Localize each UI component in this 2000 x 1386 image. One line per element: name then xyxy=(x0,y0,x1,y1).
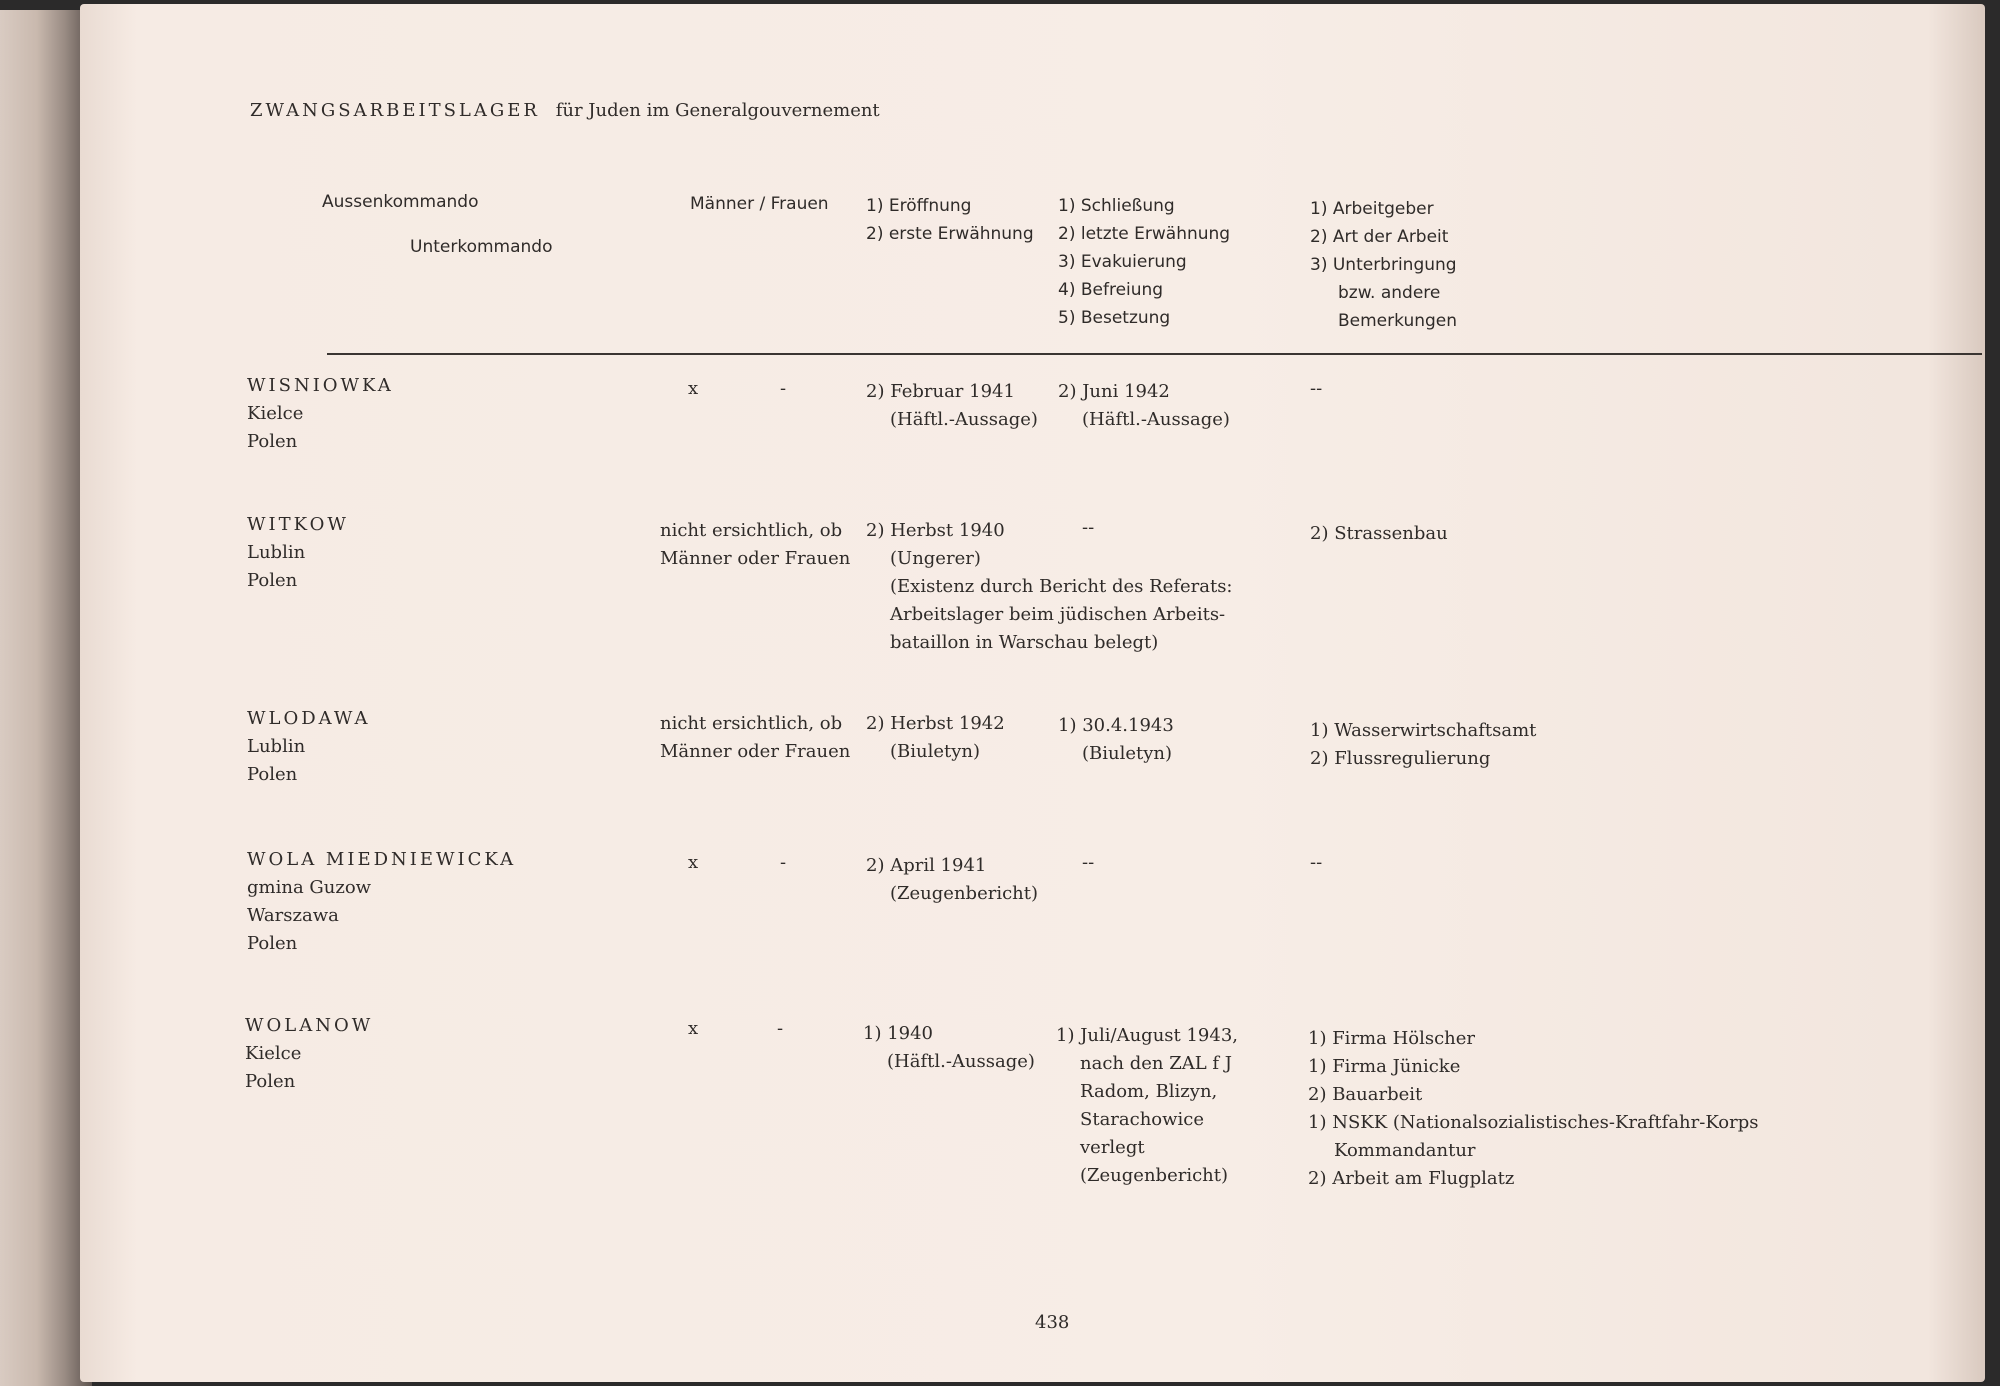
entry-opening: 1) 1940 (Häftl.-Aussage) xyxy=(863,1023,1035,1072)
women-marker: - xyxy=(780,852,787,873)
entry-name: WOLA MIEDNIEWICKA xyxy=(247,849,517,870)
gender-note: nicht ersichtlich, ob Männer oder Frauen xyxy=(660,713,851,762)
header-maenner-frauen: Männer / Frauen xyxy=(690,194,829,214)
entry-remarks: 1) Wasserwirtschaftsamt 2) Flussregulierung xyxy=(1310,720,1537,769)
men-marker: x xyxy=(688,852,699,873)
entry-remarks: 1) Firma Hölscher 1) Firma Jünicke 2) Bauarbeit 1) NSKK (Nationalsozialistisches-Kraftfahr-Korps Kommandantur 2) Arbeit am Flugplatz xyxy=(1308,1028,1759,1189)
header-rule xyxy=(327,353,1982,355)
header-remarks: 1) Arbeitgeber 2) Art der Arbeit 3) Unterbringung bzw. andere Bemerkungen xyxy=(1310,199,1458,331)
entry-opening: 2) April 1941 (Zeugenbericht) xyxy=(866,855,1039,904)
entry-name-block: WITKOW Lublin Polen xyxy=(247,511,349,595)
entry-closing: -- xyxy=(1082,852,1095,873)
women-marker: - xyxy=(780,378,787,399)
men-marker: x xyxy=(688,378,699,399)
title-rest: für Juden im Generalgouvernement xyxy=(555,100,880,121)
header-opening: 1) Eröffnung 2) erste Erwähnung xyxy=(866,196,1034,244)
gender-note: nicht ersichtlich, ob Männer oder Frauen xyxy=(660,520,851,569)
women-marker: - xyxy=(777,1018,784,1039)
entry-name: WITKOW xyxy=(247,514,349,535)
entry-closing: 1) 30.4.1943 (Biuletyn) xyxy=(1058,715,1174,764)
men-marker: x xyxy=(688,1018,699,1039)
entry-remarks: 2) Strassenbau xyxy=(1310,523,1448,544)
document-page xyxy=(80,4,1985,1382)
entry-name: WOLANOW xyxy=(245,1015,374,1036)
entry-closing: 1) Juli/August 1943, nach den ZAL f J Radom, Blizyn, Starachowice verlegt (Zeugenbericht) xyxy=(1056,1025,1239,1186)
entry-opening: 2) Februar 1941 (Häftl.-Aussage) xyxy=(866,381,1038,430)
entry-opening: 2) Herbst 1942 (Biuletyn) xyxy=(866,713,1005,762)
page-title xyxy=(250,100,880,121)
entry-name-block: WOLANOW Kielce Polen xyxy=(245,1012,373,1096)
entry-name-block: WOLA MIEDNIEWICKA gmina Guzow Warszawa Polen xyxy=(247,846,516,958)
entry-remarks: -- xyxy=(1310,852,1323,873)
entry-name: WLODAWA xyxy=(247,708,371,729)
entry-name-block: WLODAWA Lublin Polen xyxy=(247,705,371,789)
entry-closing: -- xyxy=(1082,517,1095,538)
header-closing: 1) Schließung 2) letzte Erwähnung 3) Evakuierung 4) Befreiung 5) Besetzung xyxy=(1058,196,1231,328)
entry-remarks: -- xyxy=(1310,378,1323,399)
entry-name-block: WISNIOWKA Kielce Polen xyxy=(247,372,394,456)
book-edge xyxy=(0,10,92,1386)
entry-name: WISNIOWKA xyxy=(247,375,394,396)
entry-closing: 2) Juni 1942 (Häftl.-Aussage) xyxy=(1058,381,1230,430)
header-unterkommando: Unterkommando xyxy=(410,237,553,257)
title-caps: ZWANGSARBEITSLAGER xyxy=(250,100,540,121)
page-number: 438 xyxy=(1035,1312,1070,1333)
entry-opening: 2) Herbst 1940 (Ungerer) (Existenz durch Bericht des Referats: Arbeitslager beim jüdischen Arbeits- bataillon in Warschau belegt) xyxy=(866,520,1233,653)
header-aussenkommando: Aussenkommando xyxy=(322,192,479,212)
